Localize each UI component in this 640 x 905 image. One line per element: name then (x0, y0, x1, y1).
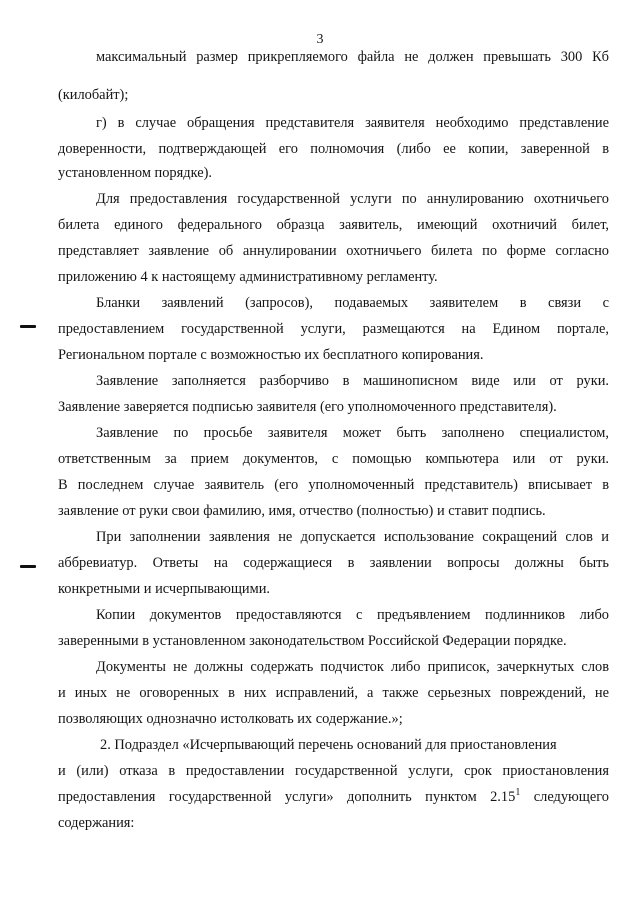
paragraph-line: ответственным за прием документов, с помощью компьютера или от руки. (58, 451, 609, 467)
paragraph-line: предоставлением государственной услуги, размещаются на Едином портале, (58, 321, 609, 337)
paragraph-line: и (или) отказа в предоставлении государственной услуги, срок приостановления (58, 763, 609, 779)
paragraph-line: доверенности, подтверждающей его полномочия (либо ее копии, заверенной в (58, 141, 609, 157)
paragraph-fragment: следующего (520, 789, 609, 805)
page-number: 3 (316, 32, 324, 47)
paragraph-line: г) в случае обращения представителя заявителя необходимо представление (96, 115, 609, 131)
point-superscript: 1 (515, 787, 521, 798)
paragraph-line: Для предоставления государственной услуги по аннулированию охотничьего (96, 191, 609, 207)
paragraph-line: (килобайт); (58, 87, 129, 103)
paragraph-fragment: предоставления государственной услуги» дополнить пунктом 2.15 (58, 789, 516, 805)
paragraph-line: содержания: (58, 815, 135, 831)
paragraph-line: позволяющих однозначно истолковать их содержание.»; (58, 711, 403, 727)
paragraph-line-with-superscript (58, 788, 609, 806)
paragraph-line: Заявление заверяется подписью заявителя (его уполномоченного представителя). (58, 399, 557, 415)
paragraph-line: установленном порядке). (58, 165, 212, 181)
paragraph-line: билета единого федерального образца заявитель, имеющий охотничий билет, (58, 217, 609, 233)
paragraph-line: Заявление по просьбе заявителя может быть заполнено специалистом, (96, 425, 609, 441)
paragraph-line: Региональном портале с возможностью их бесплатного копирования. (58, 347, 484, 363)
paragraph-line: приложению 4 к настоящему административному регламенту. (58, 269, 438, 285)
paragraph-line: аббревиатур. Ответы на содержащиеся в заявлении вопросы должны быть (58, 555, 609, 571)
paragraph-line: Заявление заполняется разборчиво в машинописном виде или от руки. (96, 373, 609, 389)
paragraph-line: 2. Подраздел «Исчерпывающий перечень оснований для приостановления (100, 737, 557, 753)
margin-dash-mark (20, 325, 36, 328)
paragraph-line: В последнем случае заявитель (его уполномоченный представитель) вписывает в (58, 477, 609, 493)
paragraph-line: заверенными в установленном законодательством Российской Федерации порядке. (58, 633, 567, 649)
paragraph-line: представляет заявление об аннулировании охотничьего билета по форме согласно (58, 243, 609, 259)
paragraph-line: и иных не оговоренных в них исправлений, а также серьезных повреждений, не (58, 685, 609, 701)
paragraph-line: Копии документов предоставляются с предъявлением подлинников либо (96, 607, 609, 623)
paragraph-line: конкретными и исчерпывающими. (58, 581, 271, 597)
paragraph-line: При заполнении заявления не допускается использование сокращений слов и (96, 529, 609, 545)
paragraph-line: заявление от руки свои фамилию, имя, отчество (полностью) и ставит подпись. (58, 503, 546, 519)
paragraph-line: максимальный размер прикрепляемого файла не должен превышать 300 Кб (96, 49, 609, 65)
margin-dash-mark (20, 565, 36, 568)
paragraph-line: Документы не должны содержать подчисток либо приписок, зачеркнутых слов (96, 659, 609, 675)
paragraph-line: Бланки заявлений (запросов), подаваемых заявителем в связи с (96, 295, 609, 311)
